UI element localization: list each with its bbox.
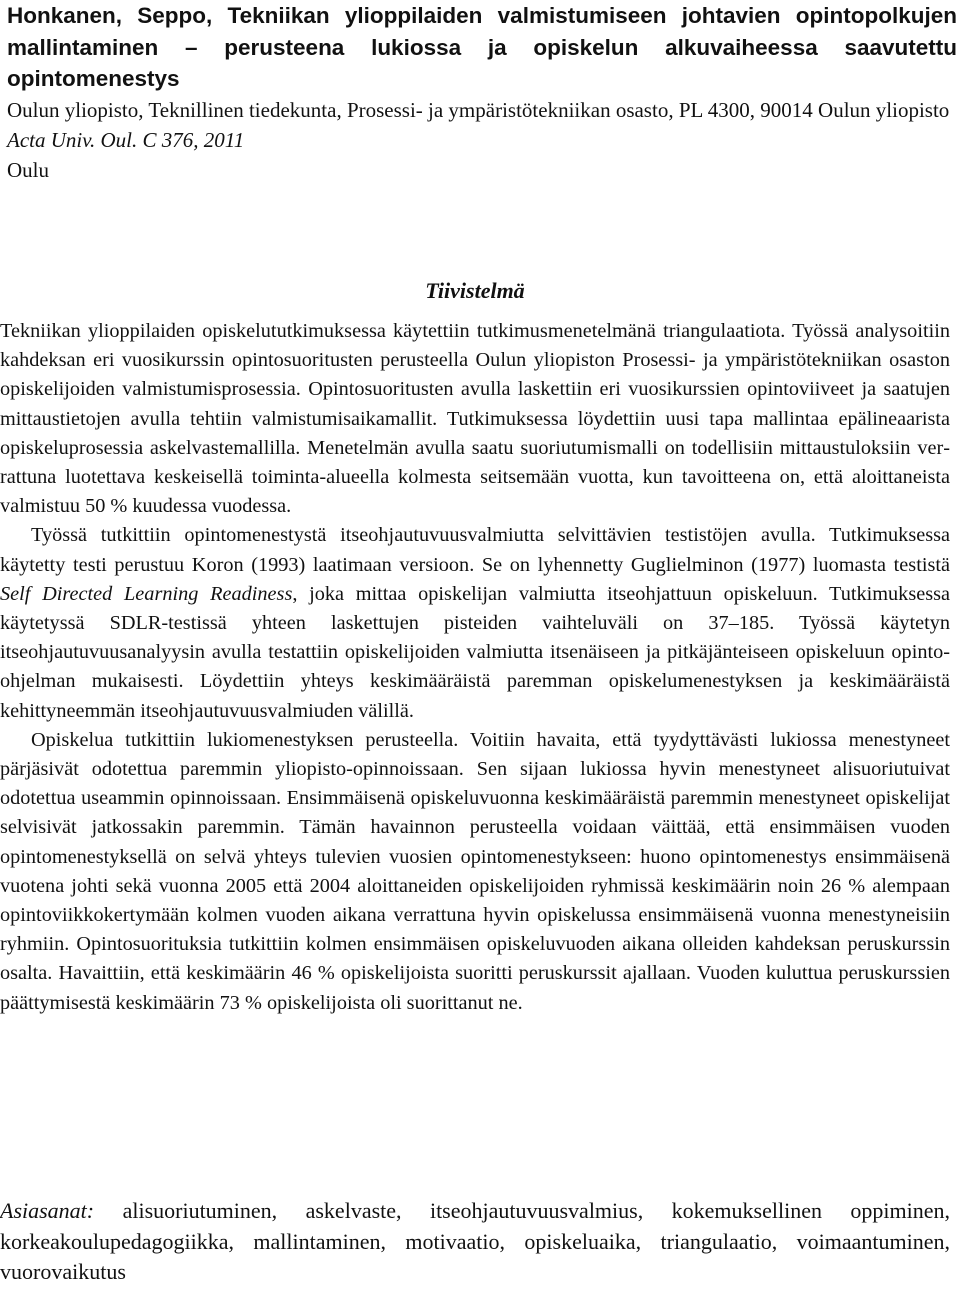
abstract-body — [0, 317, 950, 1018]
affiliation: Oulun yliopisto, Teknillinen tiedekunta, Prosessi- ja ympäristötekniikan osasto, PL 4300, 90014 Oulun yliopisto — [7, 97, 950, 122]
abstract-paragraph-2-text-a: Työssä tutkittiin opintomenestystä itseohjautuvuusvalmiutta selvittävien testistöjen avulla. Tutkimuksessa käytetty testi perustuu Koron (1993) laatimaan versioon. Se on lyhennetty Guglielminon (1977) luomasta testistä — [0, 524, 950, 576]
abstract-paragraph-2-emphasis: Self Directed Learning Readiness — [0, 582, 293, 605]
place: Oulu — [7, 157, 49, 182]
series-citation — [7, 125, 957, 155]
series-citation-text: Acta Univ. Oul. C 376, 2011 — [7, 127, 245, 152]
abstract-heading: Tiivistelmä — [425, 278, 525, 303]
abstract-paragraph-1: Tekniikan ylioppilaiden opiskelututkimuksessa käytettiin tutkimusmenetelmänä triangulaatiota. Työssä analysoitiin kahdeksan eri vuosikurssin opintosuoritusten perusteella Oulun yliopiston Prosessi- ja ympäristötekniikan osaston opiskelijoiden valmistumisprosessia. Opintosuoritusten avulla laskettiin eri vuosikurssien opintoviiveet ja saatujen mittaustietojen avulla tehtiin valmistumisaikamallit. Tutkimuksessa löydettiin uusi tapa mallintaa epälineaarista opiskeluprosessia askelvastemallilla. Menetelmän avulla saatu suoriutumismalli on todellisiin mittaustuloksiin verrattuna luotettava keskeisellä toiminta-alueella kolmesta seitsemään vuotta, kun tavoitteena on, että aloittaneista valmistuu 50 % kuudessa vuodessa. — [0, 320, 950, 518]
keywords — [0, 1196, 950, 1288]
abstract-paragraph-2-text-b: , joka mittaa opiskelijan valmiutta itseohjattuun opiskeluun. Tutkimuksessa käytetyssä SDLR-testissä yhteen laskettujen pisteiden vaihteluväli on 37–185. Työssä käytetyn itseohjautuvuusanalyysin avulla testattiin opiskelijoiden valmiutta itsenäiseen ja pitkäjänteiseen opiskeluun opinto-ohjelman mukaisesti. Löydettiin yhteys keskimääräistä paremman opiskelumenestyksen ja keskimääräistä kehittyneemmän itseohjautuvuusvalmiuden välillä. — [0, 582, 950, 722]
abstract-paragraph-3: Opiskelua tutkittiin lukiomenestyksen perusteella. Voitiin havaita, että tyydyttävästi lukiossa menestyneet pärjäsivät odotettua paremmin yliopisto-opinnoissaan. Sen sijaan lukiossa hyvin menestyneet alisuoriutuivat odotettua useammin opinnoissaan. Ensimmäisenä opiskeluvuonna keskimääräistä paremmin menestyneet opiskelijat selvisivät jatkossakin paremmin. Tämän havainnon perusteella voidaan väittää, että ensimmäisen vuoden opintomenestyksellä on selvä yhteys tulevien vuosien opintomenestykseen: huono opintomenestys ensimmäisenä vuotena johti sekä vuonna 2005 että 2004 aloittaneiden opiskelijoiden ryhmissä keskimäärin noin 26 % alempaan opintoviikkokertymään kolmen vuoden aikana verrattuna hyvin opiskelussa ensimmäisenä vuonna menestyneisiin ryhmiin. Opintosuorituksia tutkittiin kolmen ensimmäisen opiskeluvuoden aikana olleiden kahdeksan peruskurssin osalta. Havaittiin, että keskimäärin 46 % opiskelijoista suoritti peruskurssit ajallaan. Vuoden kuluttua peruskurssien päättymisestä keskimäärin 73 % opiskelijoista oli suorittanut ne. — [0, 728, 950, 1014]
keywords-label: Asiasanat: — [0, 1198, 95, 1223]
document-title: Honkanen, Seppo, Tekniikan ylioppilaiden valmistumiseen johtavien opintopolkujen mallintaminen – perusteena lukiossa ja opiskelun alkuvaiheessa saavutettu opintomenestys — [7, 3, 957, 91]
abstract-paragraph-2 — [0, 521, 950, 725]
keywords-list: alisuoriutuminen, askelvaste, itseohjautuvuusvalmius, kokemuksellinen oppiminen, korkeakoulupedagogiikka, mallintaminen, motivaatio, opiskeluaika, triangulaatio, voimaantuminen, vuorovaikutus — [0, 1198, 951, 1284]
page — [7, 0, 957, 185]
